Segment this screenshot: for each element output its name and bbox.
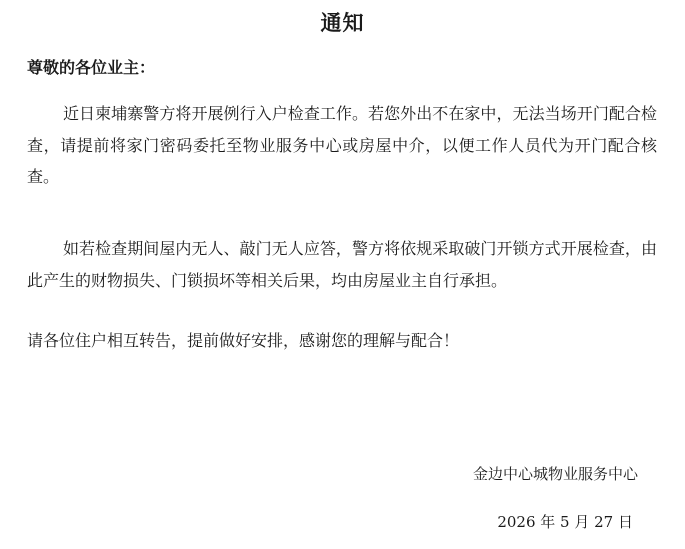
- notice-date: 2026 年 5 月 27 日: [497, 513, 633, 531]
- notice-paragraph-2: 如若检查期间屋内无人、敲门无人应答，警方将依规采取破门开锁方式开展检查，由此产生的财物损失、门锁损坏等相关后果，均由房屋业主自行承担。: [27, 239, 657, 290]
- notice-title: 通知: [320, 11, 365, 35]
- notice-paragraph-3: 请各位住户相互转告，提前做好安排，感谢您的理解与配合！: [27, 331, 460, 350]
- signer-name: 金边中心城物业服务中心: [472, 465, 638, 483]
- notice-paragraph-1: 近日柬埔寨警方将开展例行入户检查工作。若您外出不在家中，无法当场开门配合检查，请提前将家门密码委托至物业服务中心或房屋中介，以便工作人员代为开门配合核查。: [27, 104, 657, 186]
- salutation: 尊敬的各位业主：: [27, 58, 156, 77]
